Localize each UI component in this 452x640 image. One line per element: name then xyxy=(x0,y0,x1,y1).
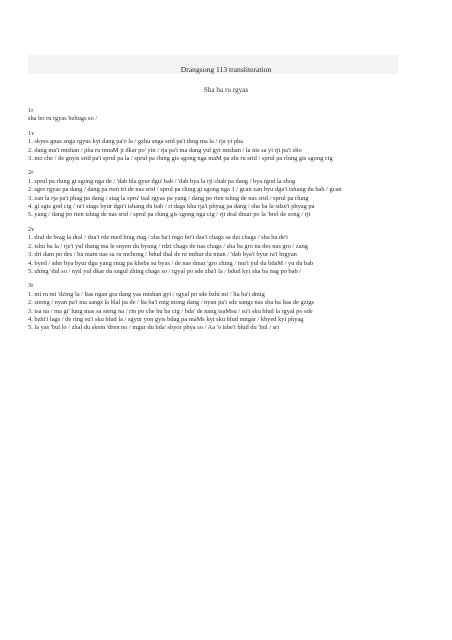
transliteration-line: 3. tsa na / ma gi' lung mas sa steng na / rin po che bu ba cig / bda' de nang tsaMsu / su'i sku blud la rgyal po sde xyxy=(28,307,313,315)
folio-section xyxy=(28,107,400,124)
transliteration-line: 1. skyes gnas snga rgyus kyi dang pa'o la / gzhu snga srid pa'i thog ma la / rja yi pha xyxy=(28,138,243,146)
transliteration-line: 4. byed / sder bya byur dgu yang rnug pa khebs su byas / de nas dmar 'gro zhing / mu'i yul du bdaM / yu du bab xyxy=(28,259,314,267)
transliteration-line: sha bo ru rgyas bzhugs so / xyxy=(28,115,98,123)
transliteration-line: 3. mo che / de gnyis srid pa'i sprul pa la / sprul pa rlung gis sgong nga maM pa zhi ru srid / sprul pa rlung gis sgong cig xyxy=(28,155,333,163)
folio-section xyxy=(28,282,400,332)
document-subtitle: Sha ba ru rgyas xyxy=(203,86,249,94)
transliteration-line: 1. mi ru mi 'dzing la / ltas ngan gra dang yas mtshan gyi / rgyal po sde bzhi mi / lta ba'i dmig xyxy=(28,290,265,298)
transliteration-line: 2. sgro rgyas pa dang / dang pa rten tri de nas srid / sprul pa rlung gi sgong nga 1 / gcan zan byu dgu'i tshang du bab / gcan xyxy=(28,186,342,194)
folio-label: 1r xyxy=(28,107,34,114)
folio-section xyxy=(28,169,400,219)
folio-section xyxy=(28,226,400,276)
transliteration-line: 5. la yas 'bul lo / zhal du skem 'dren no / mgur du bda' sbyor phya so / Aa 'o tshe'i blud du 'bul / sri xyxy=(28,324,279,332)
transliteration-line: 5. zhing 'dul so / nyil yul dkar du sngul zhing chags so / rgyal po sde zha'i la / bdud kyi sha ba nag po bab / xyxy=(28,267,302,275)
transliteration-line: 5. yang / dang po rten tshug de nas srid / sprul pa rlung gis sgong nga cig / rji dral dmar po la 'brel de song / rji xyxy=(28,211,311,219)
transliteration-body xyxy=(28,107,400,339)
folio-section xyxy=(28,130,400,164)
transliteration-line: 4. gi sgis god cig / ra'i stags byur dgu'i tshang du bab / ri dags kha rja'i phyag pa dang / sha ba la sdze'i phyag pa xyxy=(28,203,315,211)
folio-label: 3r xyxy=(28,282,34,290)
transliteration-line: 1. sprul pa rlung gi sgong nga de / 'dab bla gyur dgu' bab / 'dab bya la rji chab pa dang / bya rgod la shog xyxy=(28,177,296,185)
transliteration-line: 2. tshu ba la / rje'i yul thang ma le snyen du byung / rdzi chags de nas chags / sha ba gro na des nas gro / zang xyxy=(28,242,308,250)
folio-label: 2r xyxy=(28,169,34,177)
transliteration-line: 2. snong / nyan pa'i ma sangs la blal pa de / lta ba'i mig mong dang / nyan pa'i sde sangs nas sha ba ltas de gzigs xyxy=(28,299,315,307)
transliteration-line: 3. dri dam po des / ba mam nas sa ru mchong / bdud thal de ni mthur du nnan / 'dab bya'i byur ra'i brgyan xyxy=(28,251,297,259)
transliteration-line: 4. bzhi'i lags / de ring su'i sku blud la / sgyur yon gyis bdag pa maMs kyi sku blud mngar / khyed kyi phyag xyxy=(28,315,304,323)
transliteration-line: 1. dral de brag la dral / dza'i rde med brag rtag / sha ba'i mgo bo'i dza'i chags sa dzi chags / sha ba de'i xyxy=(28,234,288,242)
document-title: Drangsong 113 transliteration xyxy=(180,65,272,74)
transliteration-line: 2. dang ma'i mtshan / pha ru mnaM ji dkar po' yin / rja pa'i ma dang yul gyi mtshan / la nis sa yi rji pa'i zho xyxy=(28,146,302,154)
transliteration-line: 3. zan la rja pa'i phag pa dang / stag la spru' tsal rgyas pa yang / dang po rten tshug de nas srid / sprul pa rlung xyxy=(28,194,309,202)
folio-label: 1v xyxy=(28,129,35,137)
folio-label: 2v xyxy=(28,225,35,233)
